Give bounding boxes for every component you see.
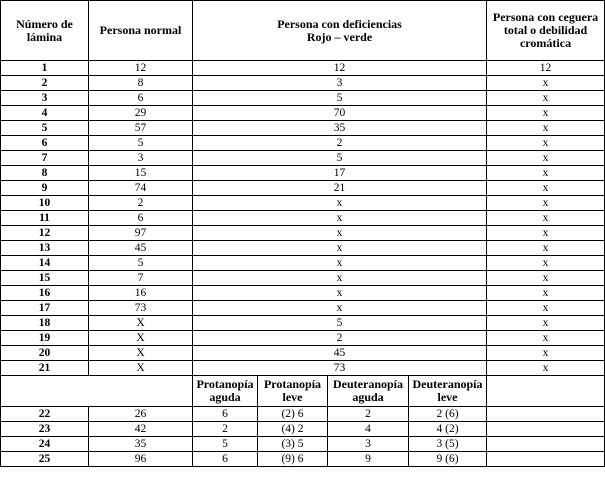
cell-red-green: 35 [193, 121, 487, 136]
subheader-deuteranopia-mild: Deuteranopía leve [409, 376, 487, 407]
cell-red-green: x [193, 301, 487, 316]
cell-normal: 15 [89, 166, 193, 181]
header-red-green-deficiency [193, 1, 487, 61]
table-row [1, 61, 605, 76]
table-row [1, 91, 605, 106]
cell-normal: 12 [89, 61, 193, 76]
cell-deuteranopia-mild: 9 (6) [409, 452, 487, 467]
cell-protanopia-severe: 6 [193, 452, 258, 467]
cell-red-green: 21 [193, 181, 487, 196]
subheader-body [1, 376, 605, 407]
cell-total-blindness: x [487, 361, 605, 376]
table-row [1, 286, 605, 301]
cell-plate-number: 17 [1, 301, 89, 316]
header-total-blindness: Persona con ceguera total o debilidad cromática [487, 1, 605, 61]
cell-empty [487, 437, 605, 452]
cell-plate-number: 21 [1, 361, 89, 376]
cell-empty [487, 452, 605, 467]
cell-deuteranopia-mild: 2 (6) [409, 407, 487, 422]
table-row [1, 106, 605, 121]
cell-protanopia-severe: 2 [193, 422, 258, 437]
cell-normal: X [89, 331, 193, 346]
cell-red-green: 2 [193, 331, 487, 346]
cell-plate-number: 20 [1, 346, 89, 361]
cell-normal: X [89, 346, 193, 361]
cell-protanopia-mild: (2) 6 [258, 407, 328, 422]
cell-plate-number: 22 [1, 407, 89, 422]
cell-normal: 16 [89, 286, 193, 301]
cell-normal: 74 [89, 181, 193, 196]
cell-total-blindness: x [487, 271, 605, 286]
cell-plate-number: 18 [1, 316, 89, 331]
table-row [1, 346, 605, 361]
cell-normal: 45 [89, 241, 193, 256]
cell-total-blindness: x [487, 226, 605, 241]
cell-red-green: 12 [193, 61, 487, 76]
table-row [1, 136, 605, 151]
cell-total-blindness: 12 [487, 61, 605, 76]
cell-total-blindness: x [487, 106, 605, 121]
header-red-green-line2: Rojo – verde [306, 29, 373, 44]
upper-table-body [1, 61, 605, 376]
cell-normal: 42 [89, 422, 193, 437]
table-row [1, 196, 605, 211]
cell-normal: 35 [89, 437, 193, 452]
cell-plate-number: 24 [1, 437, 89, 452]
table-row [1, 452, 605, 467]
table-row [1, 271, 605, 286]
header-normal-person: Persona normal [89, 1, 193, 61]
cell-plate-number: 10 [1, 196, 89, 211]
subheader-deuteranopia-severe: Deuteranopía aguda [328, 376, 409, 407]
cell-red-green: 5 [193, 91, 487, 106]
cell-normal: 97 [89, 226, 193, 241]
subheader-row [1, 376, 605, 407]
cell-normal: 6 [89, 91, 193, 106]
cell-normal: 3 [89, 151, 193, 166]
cell-total-blindness: x [487, 211, 605, 226]
cell-plate-number: 6 [1, 136, 89, 151]
table-row [1, 151, 605, 166]
table-row [1, 301, 605, 316]
cell-red-green: 17 [193, 166, 487, 181]
cell-total-blindness: x [487, 151, 605, 166]
cell-normal: X [89, 361, 193, 376]
cell-plate-number: 3 [1, 91, 89, 106]
cell-total-blindness: x [487, 346, 605, 361]
subheader-empty-right [487, 376, 605, 407]
cell-total-blindness: x [487, 196, 605, 211]
cell-plate-number: 16 [1, 286, 89, 301]
table-row [1, 316, 605, 331]
cell-empty [487, 422, 605, 437]
cell-red-green: x [193, 286, 487, 301]
cell-deuteranopia-severe: 4 [328, 422, 409, 437]
cell-normal: 29 [89, 106, 193, 121]
table-row [1, 76, 605, 91]
cell-red-green: 73 [193, 361, 487, 376]
cell-normal: 26 [89, 407, 193, 422]
cell-normal: 5 [89, 136, 193, 151]
cell-total-blindness: x [487, 301, 605, 316]
cell-total-blindness: x [487, 166, 605, 181]
cell-red-green: 5 [193, 316, 487, 331]
cell-plate-number: 9 [1, 181, 89, 196]
cell-plate-number: 15 [1, 271, 89, 286]
cell-normal: 73 [89, 301, 193, 316]
cell-red-green: x [193, 196, 487, 211]
cell-total-blindness: x [487, 256, 605, 271]
cell-plate-number: 25 [1, 452, 89, 467]
table-row [1, 422, 605, 437]
cell-red-green: 5 [193, 151, 487, 166]
cell-normal: 96 [89, 452, 193, 467]
cell-plate-number: 8 [1, 166, 89, 181]
cell-total-blindness: x [487, 121, 605, 136]
cell-red-green: 70 [193, 106, 487, 121]
table-row [1, 181, 605, 196]
cell-total-blindness: x [487, 286, 605, 301]
cell-deuteranopia-severe: 2 [328, 407, 409, 422]
cell-total-blindness: x [487, 316, 605, 331]
table-row [1, 361, 605, 376]
cell-normal: 57 [89, 121, 193, 136]
cell-deuteranopia-mild: 3 (5) [409, 437, 487, 452]
cell-plate-number: 23 [1, 422, 89, 437]
cell-protanopia-mild: (4) 2 [258, 422, 328, 437]
table-row [1, 241, 605, 256]
cell-total-blindness: x [487, 331, 605, 346]
cell-total-blindness: x [487, 76, 605, 91]
cell-plate-number: 2 [1, 76, 89, 91]
cell-deuteranopia-severe: 3 [328, 437, 409, 452]
cell-red-green: x [193, 271, 487, 286]
subheader-protanopia-severe: Protanopía aguda [193, 376, 258, 407]
cell-plate-number: 11 [1, 211, 89, 226]
header-plate-number: Número de lámina [1, 1, 89, 61]
cell-protanopia-severe: 5 [193, 437, 258, 452]
table-row [1, 407, 605, 422]
table-row [1, 121, 605, 136]
subheader-protanopia-mild: Protanopía leve [258, 376, 328, 407]
table-row [1, 211, 605, 226]
cell-red-green: 2 [193, 136, 487, 151]
cell-protanopia-severe: 6 [193, 407, 258, 422]
cell-red-green: x [193, 241, 487, 256]
cell-total-blindness: x [487, 136, 605, 151]
header-row [1, 1, 605, 61]
cell-protanopia-mild: (9) 6 [258, 452, 328, 467]
cell-red-green: 3 [193, 76, 487, 91]
cell-normal: 2 [89, 196, 193, 211]
cell-plate-number: 19 [1, 331, 89, 346]
header-red-green-line1: Persona con deficiencias [277, 16, 402, 31]
cell-plate-number: 13 [1, 241, 89, 256]
cell-plate-number: 12 [1, 226, 89, 241]
cell-normal: 8 [89, 76, 193, 91]
cell-red-green: x [193, 256, 487, 271]
cell-plate-number: 14 [1, 256, 89, 271]
table-row [1, 256, 605, 271]
cell-plate-number: 4 [1, 106, 89, 121]
cell-deuteranopia-severe: 9 [328, 452, 409, 467]
cell-plate-number: 7 [1, 151, 89, 166]
cell-plate-number: 5 [1, 121, 89, 136]
cell-total-blindness: x [487, 181, 605, 196]
cell-normal: 6 [89, 211, 193, 226]
cell-normal: 5 [89, 256, 193, 271]
cell-red-green: x [193, 211, 487, 226]
lower-table-body [1, 407, 605, 467]
cell-deuteranopia-mild: 4 (2) [409, 422, 487, 437]
cell-red-green: x [193, 226, 487, 241]
cell-total-blindness: x [487, 241, 605, 256]
cell-normal: 7 [89, 271, 193, 286]
cell-plate-number: 1 [1, 61, 89, 76]
table-row [1, 166, 605, 181]
cell-red-green: 45 [193, 346, 487, 361]
cell-protanopia-mild: (3) 5 [258, 437, 328, 452]
table-row [1, 437, 605, 452]
cell-normal: X [89, 316, 193, 331]
table-row [1, 226, 605, 241]
subheader-empty-left [1, 376, 193, 407]
table-row [1, 331, 605, 346]
cell-total-blindness: x [487, 91, 605, 106]
cell-empty [487, 407, 605, 422]
